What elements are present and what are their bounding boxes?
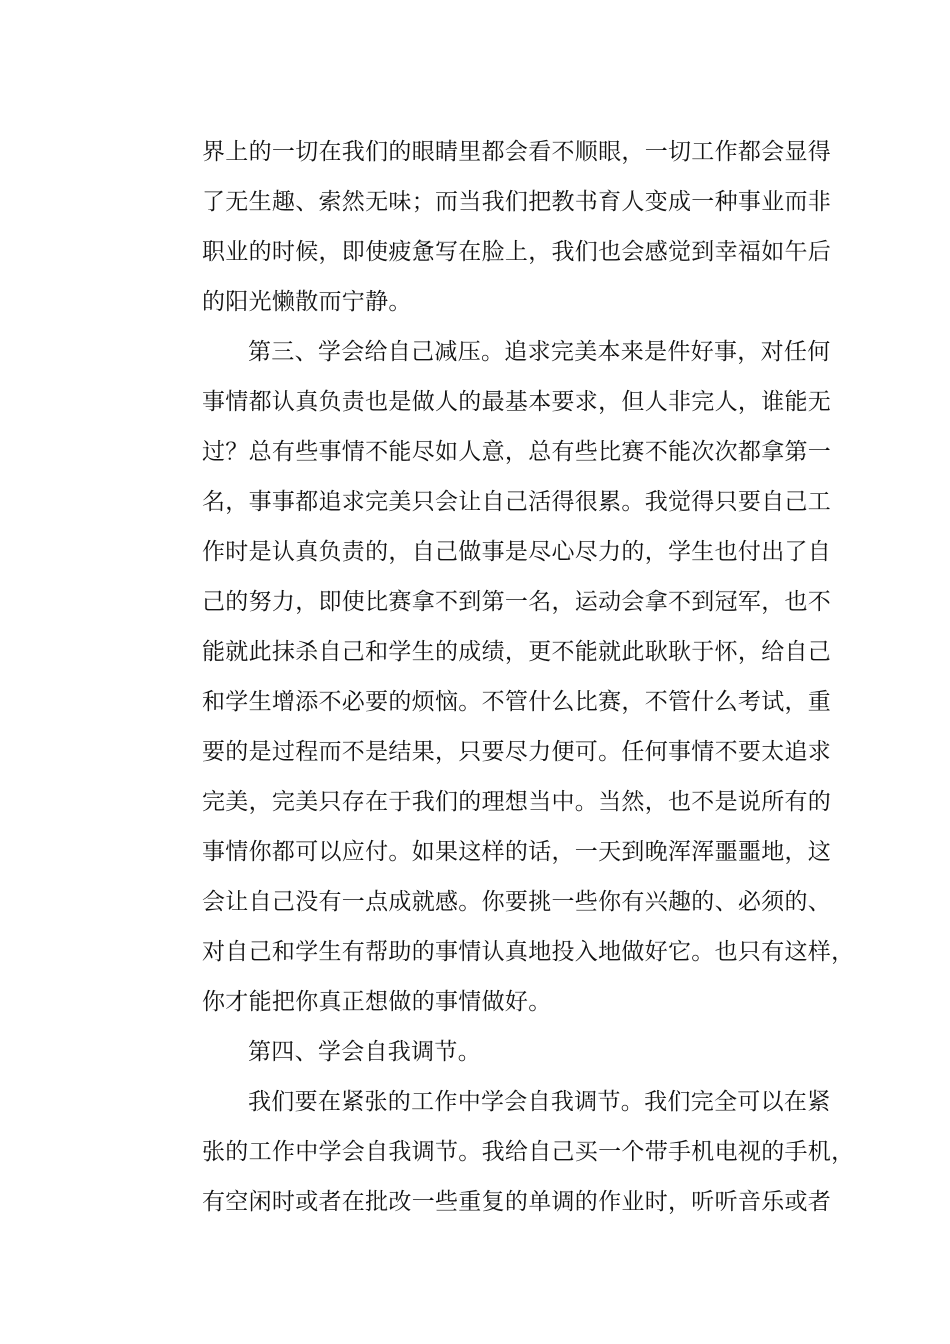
text-line: 事情都认真负责也是做人的最基本要求，但人非完人，谁能无 (202, 389, 832, 415)
text-line: 界上的一切在我们的眼睛里都会看不顺眼，一切工作都会显得 (202, 139, 832, 165)
text-line: 过？总有些事情不能尽如人意，总有些比赛不能次次都拿第一 (202, 439, 832, 465)
text-line: 事情你都可以应付。如果这样的话，一天到晚浑浑噩噩地，这 (202, 839, 832, 865)
text-line: 了无生趣、索然无味；而当我们把教书育人变成一种事业而非 (202, 189, 832, 215)
text-line: 名，事事都追求完美只会让自己活得很累。我觉得只要自己工 (202, 489, 832, 515)
text-line: 会让自己没有一点成就感。你要挑一些你有兴趣的、必须的、 (202, 889, 832, 915)
paragraph-start-line: 我们要在紧张的工作中学会自我调节。我们完全可以在紧 (248, 1089, 831, 1115)
text-line: 作时是认真负责的，自己做事是尽心尽力的，学生也付出了自 (202, 539, 832, 565)
text-line: 完美，完美只存在于我们的理想当中。当然，也不是说所有的 (202, 789, 832, 815)
text-line: 己的努力，即使比赛拿不到第一名，运动会拿不到冠军，也不 (202, 589, 832, 615)
paragraph-start-line: 第三、学会给自己减压。追求完美本来是件好事，对任何 (248, 339, 831, 365)
text-line: 张的工作中学会自我调节。我给自己买一个带手机电视的手机， (202, 1139, 855, 1165)
document-body (202, 130, 855, 1230)
text-line: 的阳光懒散而宁静。 (202, 289, 412, 315)
text-line: 要的是过程而不是结果，只要尽力便可。任何事情不要太追求 (202, 739, 832, 765)
text-line: 能就此抹杀自己和学生的成绩，更不能就此耿耿于怀，给自己 (202, 639, 832, 665)
text-line: 和学生增添不必要的烦恼。不管什么比赛，不管什么考试，重 (202, 689, 832, 715)
text-line: 有空闲时或者在批改一些重复的单调的作业时，听听音乐或者 (202, 1189, 832, 1215)
section-heading: 第四、学会自我调节。 (248, 1039, 481, 1065)
text-line: 职业的时候，即使疲惫写在脸上，我们也会感觉到幸福如午后 (202, 239, 832, 265)
text-line: 你才能把你真正想做的事情做好。 (202, 989, 552, 1015)
text-line: 对自己和学生有帮助的事情认真地投入地做好它。也只有这样， (202, 939, 855, 965)
